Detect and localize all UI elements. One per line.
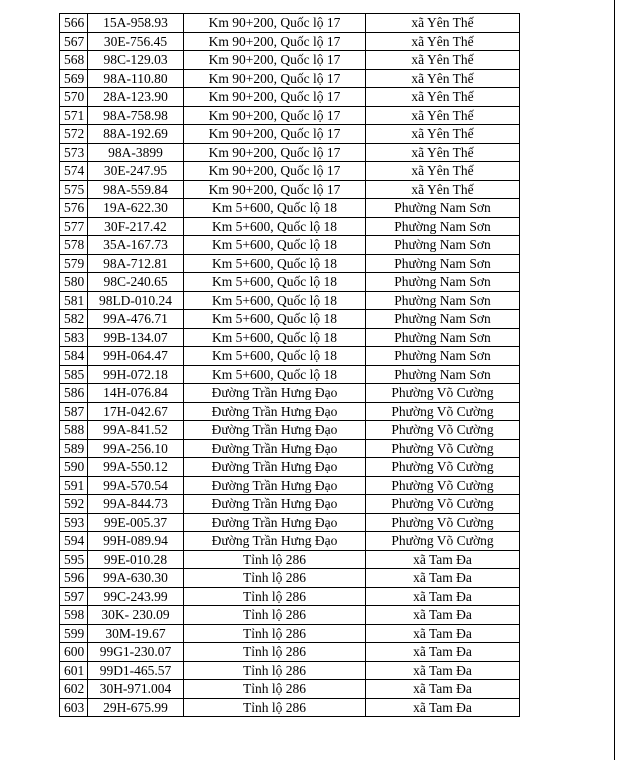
row-number-cell: 577 <box>60 217 88 236</box>
violation-location-cell: Km 90+200, Quốc lộ 17 <box>184 51 366 70</box>
license-plate-cell: 35A-167.73 <box>88 236 184 255</box>
table-row <box>60 624 520 643</box>
commune-cell: Phường Võ Cường <box>366 458 520 477</box>
row-number-cell: 583 <box>60 328 88 347</box>
row-number-cell: 593 <box>60 513 88 532</box>
commune-cell: xã Tam Đa <box>366 550 520 569</box>
row-number-cell: 591 <box>60 476 88 495</box>
table-row <box>60 217 520 236</box>
violation-location-cell: Km 90+200, Quốc lộ 17 <box>184 88 366 107</box>
commune-cell: Phường Võ Cường <box>366 384 520 403</box>
row-number-cell: 574 <box>60 162 88 181</box>
row-number-cell: 566 <box>60 14 88 33</box>
commune-cell: xã Yên Thế <box>366 32 520 51</box>
license-plate-cell: 30H-971.004 <box>88 680 184 699</box>
table-row <box>60 550 520 569</box>
violation-location-cell: Km 90+200, Quốc lộ 17 <box>184 14 366 33</box>
violation-location-cell: Đường Trần Hưng Đạo <box>184 532 366 551</box>
license-plate-cell: 99C-243.99 <box>88 587 184 606</box>
license-plate-cell: 28A-123.90 <box>88 88 184 107</box>
table-row <box>60 162 520 181</box>
violation-location-cell: Tỉnh lộ 286 <box>184 680 366 699</box>
row-number-cell: 569 <box>60 69 88 88</box>
table-row <box>60 254 520 273</box>
commune-cell: xã Tam Đa <box>366 624 520 643</box>
table-row <box>60 384 520 403</box>
table-row <box>60 439 520 458</box>
row-number-cell: 573 <box>60 143 88 162</box>
commune-cell: Phường Nam Sơn <box>366 347 520 366</box>
row-number-cell: 603 <box>60 698 88 717</box>
table-row <box>60 513 520 532</box>
commune-cell: xã Yên Thế <box>366 51 520 70</box>
table-row <box>60 402 520 421</box>
license-plate-cell: 98A-559.84 <box>88 180 184 199</box>
license-plate-cell: 19A-622.30 <box>88 199 184 218</box>
row-number-cell: 590 <box>60 458 88 477</box>
commune-cell: Phường Võ Cường <box>366 495 520 514</box>
table-row <box>60 365 520 384</box>
license-plate-cell: 98C-240.65 <box>88 273 184 292</box>
table-row <box>60 199 520 218</box>
table-row <box>60 273 520 292</box>
commune-cell: Phường Nam Sơn <box>366 365 520 384</box>
license-plate-cell: 98A-3899 <box>88 143 184 162</box>
violation-location-cell: Km 90+200, Quốc lộ 17 <box>184 180 366 199</box>
commune-cell: Phường Võ Cường <box>366 476 520 495</box>
commune-cell: xã Yên Thế <box>366 88 520 107</box>
license-plate-cell: 99D1-465.57 <box>88 661 184 680</box>
row-number-cell: 598 <box>60 606 88 625</box>
license-plate-cell: 98A-110.80 <box>88 69 184 88</box>
license-plate-cell: 88A-192.69 <box>88 125 184 144</box>
violation-location-cell: Km 5+600, Quốc lộ 18 <box>184 236 366 255</box>
violation-location-cell: Tỉnh lộ 286 <box>184 698 366 717</box>
table-row <box>60 32 520 51</box>
row-number-cell: 582 <box>60 310 88 329</box>
commune-cell: xã Yên Thế <box>366 69 520 88</box>
license-plate-cell: 15A-958.93 <box>88 14 184 33</box>
table-row <box>60 606 520 625</box>
violation-location-cell: Đường Trần Hưng Đạo <box>184 402 366 421</box>
violation-location-cell: Đường Trần Hưng Đạo <box>184 439 366 458</box>
table-row <box>60 347 520 366</box>
license-plate-cell: 99H-064.47 <box>88 347 184 366</box>
commune-cell: Phường Võ Cường <box>366 421 520 440</box>
table-row <box>60 661 520 680</box>
violation-location-cell: Tỉnh lộ 286 <box>184 569 366 588</box>
row-number-cell: 585 <box>60 365 88 384</box>
violation-location-cell: Tỉnh lộ 286 <box>184 587 366 606</box>
row-number-cell: 599 <box>60 624 88 643</box>
row-number-cell: 595 <box>60 550 88 569</box>
license-plate-cell: 99A-841.52 <box>88 421 184 440</box>
row-number-cell: 600 <box>60 643 88 662</box>
commune-cell: xã Yên Thế <box>366 180 520 199</box>
table-row <box>60 106 520 125</box>
license-plate-cell: 29H-675.99 <box>88 698 184 717</box>
table-row <box>60 458 520 477</box>
row-number-cell: 594 <box>60 532 88 551</box>
license-plate-cell: 99A-570.54 <box>88 476 184 495</box>
license-plate-cell: 99A-844.73 <box>88 495 184 514</box>
commune-cell: Phường Nam Sơn <box>366 254 520 273</box>
license-plate-cell: 99H-089.94 <box>88 532 184 551</box>
license-plate-cell: 98LD-010.24 <box>88 291 184 310</box>
commune-cell: Phường Nam Sơn <box>366 273 520 292</box>
row-number-cell: 589 <box>60 439 88 458</box>
commune-cell: xã Yên Thế <box>366 143 520 162</box>
license-plate-cell: 30K- 230.09 <box>88 606 184 625</box>
license-plate-cell: 14H-076.84 <box>88 384 184 403</box>
violation-location-cell: Km 5+600, Quốc lộ 18 <box>184 254 366 273</box>
violation-records-table <box>59 13 520 717</box>
commune-cell: Phường Nam Sơn <box>366 217 520 236</box>
table-row <box>60 569 520 588</box>
row-number-cell: 576 <box>60 199 88 218</box>
license-plate-cell: 99E-005.37 <box>88 513 184 532</box>
table-row <box>60 291 520 310</box>
table-row <box>60 88 520 107</box>
commune-cell: xã Tam Đa <box>366 661 520 680</box>
license-plate-cell: 99H-072.18 <box>88 365 184 384</box>
commune-cell: xã Yên Thế <box>366 14 520 33</box>
table-row <box>60 69 520 88</box>
license-plate-cell: 98A-758.98 <box>88 106 184 125</box>
license-plate-cell: 99B-134.07 <box>88 328 184 347</box>
violation-location-cell: Km 5+600, Quốc lộ 18 <box>184 347 366 366</box>
row-number-cell: 578 <box>60 236 88 255</box>
violation-location-cell: Km 5+600, Quốc lộ 18 <box>184 291 366 310</box>
violation-location-cell: Đường Trần Hưng Đạo <box>184 476 366 495</box>
table-row <box>60 476 520 495</box>
violation-location-cell: Km 5+600, Quốc lộ 18 <box>184 328 366 347</box>
license-plate-cell: 98A-712.81 <box>88 254 184 273</box>
commune-cell: xã Tam Đa <box>366 643 520 662</box>
table-row <box>60 236 520 255</box>
row-number-cell: 588 <box>60 421 88 440</box>
row-number-cell: 584 <box>60 347 88 366</box>
commune-cell: Phường Nam Sơn <box>366 199 520 218</box>
commune-cell: Phường Võ Cường <box>366 532 520 551</box>
commune-cell: Phường Võ Cường <box>366 402 520 421</box>
table-row <box>60 143 520 162</box>
violation-location-cell: Đường Trần Hưng Đạo <box>184 421 366 440</box>
table-row <box>60 698 520 717</box>
commune-cell: xã Yên Thế <box>366 162 520 181</box>
commune-cell: Phường Võ Cường <box>366 439 520 458</box>
row-number-cell: 580 <box>60 273 88 292</box>
table-row <box>60 421 520 440</box>
commune-cell: xã Tam Đa <box>366 680 520 699</box>
table-row <box>60 495 520 514</box>
violation-location-cell: Km 90+200, Quốc lộ 17 <box>184 106 366 125</box>
table-row <box>60 51 520 70</box>
license-plate-cell: 99A-256.10 <box>88 439 184 458</box>
violation-location-cell: Km 90+200, Quốc lộ 17 <box>184 125 366 144</box>
commune-cell: xã Tam Đa <box>366 606 520 625</box>
commune-cell: Phường Nam Sơn <box>366 236 520 255</box>
license-plate-cell: 99A-476.71 <box>88 310 184 329</box>
row-number-cell: 567 <box>60 32 88 51</box>
table-row <box>60 310 520 329</box>
row-number-cell: 592 <box>60 495 88 514</box>
violation-location-cell: Km 90+200, Quốc lộ 17 <box>184 32 366 51</box>
violation-location-cell: Đường Trần Hưng Đạo <box>184 384 366 403</box>
violation-location-cell: Tỉnh lộ 286 <box>184 550 366 569</box>
table-row <box>60 180 520 199</box>
row-number-cell: 586 <box>60 384 88 403</box>
row-number-cell: 571 <box>60 106 88 125</box>
violation-location-cell: Km 5+600, Quốc lộ 18 <box>184 310 366 329</box>
row-number-cell: 596 <box>60 569 88 588</box>
license-plate-cell: 99G1-230.07 <box>88 643 184 662</box>
row-number-cell: 572 <box>60 125 88 144</box>
page-edge-line <box>614 0 615 760</box>
license-plate-cell: 99E-010.28 <box>88 550 184 569</box>
violation-location-cell: Đường Trần Hưng Đạo <box>184 495 366 514</box>
violation-location-cell: Km 5+600, Quốc lộ 18 <box>184 273 366 292</box>
row-number-cell: 597 <box>60 587 88 606</box>
commune-cell: xã Tam Đa <box>366 698 520 717</box>
table-row <box>60 532 520 551</box>
license-plate-cell: 99A-630.30 <box>88 569 184 588</box>
license-plate-cell: 30E-756.45 <box>88 32 184 51</box>
row-number-cell: 568 <box>60 51 88 70</box>
license-plate-cell: 30E-247.95 <box>88 162 184 181</box>
commune-cell: xã Tam Đa <box>366 569 520 588</box>
license-plate-cell: 98C-129.03 <box>88 51 184 70</box>
row-number-cell: 602 <box>60 680 88 699</box>
commune-cell: Phường Nam Sơn <box>366 310 520 329</box>
records-table-body <box>60 14 520 717</box>
violation-location-cell: Km 5+600, Quốc lộ 18 <box>184 199 366 218</box>
license-plate-cell: 99A-550.12 <box>88 458 184 477</box>
violation-location-cell: Tỉnh lộ 286 <box>184 661 366 680</box>
violation-location-cell: Km 5+600, Quốc lộ 18 <box>184 217 366 236</box>
table-row <box>60 587 520 606</box>
violation-location-cell: Km 5+600, Quốc lộ 18 <box>184 365 366 384</box>
table-row <box>60 680 520 699</box>
commune-cell: xã Yên Thế <box>366 125 520 144</box>
violation-location-cell: Đường Trần Hưng Đạo <box>184 458 366 477</box>
license-plate-cell: 30F-217.42 <box>88 217 184 236</box>
table-row <box>60 643 520 662</box>
violation-location-cell: Tỉnh lộ 286 <box>184 643 366 662</box>
row-number-cell: 570 <box>60 88 88 107</box>
violation-location-cell: Km 90+200, Quốc lộ 17 <box>184 69 366 88</box>
license-plate-cell: 17H-042.67 <box>88 402 184 421</box>
violation-location-cell: Tỉnh lộ 286 <box>184 606 366 625</box>
commune-cell: xã Tam Đa <box>366 587 520 606</box>
commune-cell: xã Yên Thế <box>366 106 520 125</box>
violation-location-cell: Tỉnh lộ 286 <box>184 624 366 643</box>
commune-cell: Phường Nam Sơn <box>366 328 520 347</box>
violation-location-cell: Km 90+200, Quốc lộ 17 <box>184 143 366 162</box>
table-row <box>60 328 520 347</box>
commune-cell: Phường Võ Cường <box>366 513 520 532</box>
row-number-cell: 581 <box>60 291 88 310</box>
commune-cell: Phường Nam Sơn <box>366 291 520 310</box>
row-number-cell: 587 <box>60 402 88 421</box>
violation-location-cell: Đường Trần Hưng Đạo <box>184 513 366 532</box>
table-row <box>60 125 520 144</box>
row-number-cell: 575 <box>60 180 88 199</box>
row-number-cell: 601 <box>60 661 88 680</box>
violation-location-cell: Km 90+200, Quốc lộ 17 <box>184 162 366 181</box>
table-row <box>60 14 520 33</box>
row-number-cell: 579 <box>60 254 88 273</box>
license-plate-cell: 30M-19.67 <box>88 624 184 643</box>
